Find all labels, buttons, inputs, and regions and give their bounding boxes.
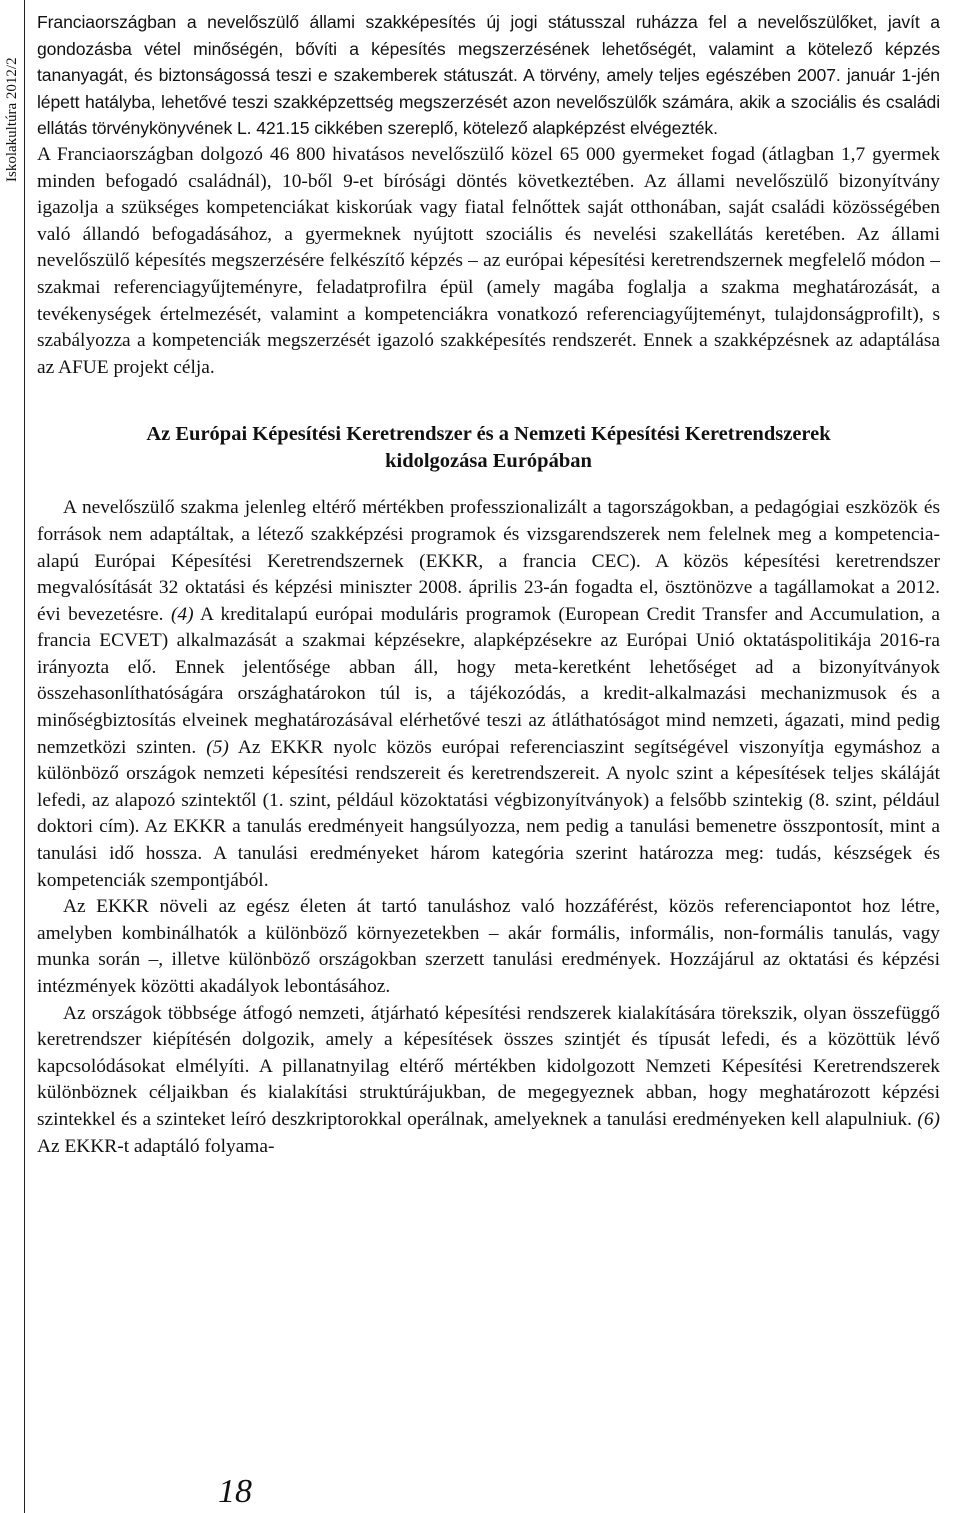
footnote-ref-5: (5) xyxy=(206,736,229,758)
paragraph-1-text-c: Az EKKR nyolc közös európai referenciaszint segítségével viszonyítja egymáshoz a különböző országok nemzeti képesítési rendszereit és keretrendszereit. A nyolc szint a képesítések teljes skáláját lefedi, az alapozó szintektől (1. szint, például közoktatási végbizonyítványok) a felsőbb szintekig (8. szint, például doktori cím). Az EKKR a tanulás eredményeit hangsúlyozza, nem pedig a tanulási bemenetre összpontosít, mint a tanulási idő hossza. A tanulási eredményeket három kategória szerint határozza meg: tudás, készségek és kompetenciák szempontjából. xyxy=(37,736,940,891)
intro-paragraph xyxy=(37,9,940,142)
section-heading-line-1: Az Európai Képesítési Keretrendszer és a Nemzeti Képesítési Keretrendszerek xyxy=(146,423,831,446)
running-head: Iskolakultúra 2012/2 xyxy=(4,57,20,182)
intro-paragraph-continued xyxy=(37,142,940,381)
body-paragraph-2 xyxy=(37,894,940,1000)
body-paragraph-3 xyxy=(37,1001,940,1161)
footnote-ref-4: (4) xyxy=(170,603,194,625)
footnote-ref-6: (6) xyxy=(917,1108,940,1130)
intro-text: A Franciaországban dolgozó 46 800 hivatásos nevelőszülő közel 65 000 gyermeket fogad (átlagban 1,7 gyermek minden befogadó családnál), 10-ből 9-et bírósági döntés következtében. Az állami nevelőszülő bizonyítvány igazolja a szükséges kompetenciákat kiskorúak vagy fiatal felnőttek saját otthonában, saját családi közösségében való állandó befogadásához, a gyermeknek nyújtott szociális és nevelési szakellátás keretében. Az állami nevelőszülő képesítés megszerzésére felkészítő képzés – az európai képesítési keretrendszernek megfelelő módon – szakmai referenciagyűjteményre, feladatprofilra épül (amely magába foglalja a szakma meghatározását, a tevékenységek értelmezését, valamint a kompetenciákra vonatkozó referenciagyűjteményt, tulajdonságprofilt), s szabályozza a kompetenciák megszerzését igazoló szakképesítés rendszerét. Ennek a szakképzésnek az adaptálása az AFUE projekt célja. xyxy=(37,143,940,378)
section-heading-line-2: kidolgozása Európában xyxy=(385,450,592,473)
margin-bar xyxy=(0,0,25,1513)
body-paragraph-1 xyxy=(37,495,940,894)
section-heading xyxy=(37,421,940,475)
paragraph-1-text-a: A nevelőszülő szakma jelenleg eltérő mértékben professzionalizált a tagországokban, a pedagógiai eszközök és források nem adaptáltak, a létező szakképzési programok és vizsgarendszerek nem felelnek meg a kompetencia-alapú Európai Képesítési Keretrendszernek (EKKR, a francia CEC). A közös képesítési keretrendszer megvalósítását 32 oktatási és képzési miniszter 2008. április 23-án fogadta el, ösztönözve a tagállamokat a 2012. évi bevezetésre. xyxy=(37,497,940,625)
intro-text-sans: Franciaországban a nevelőszülő állami szakképesítés új jogi státusszal ruházza fel a nevelőszülőket, javít a gondozásba vétel minőségén, bővíti a képesítés megszerzésének lehetőségét, valamint a kötelező képzés tananyagát, és biztonságossá teszi e szakemberek státuszát. A törvény, amely teljes egészében 2007. január 1-jén lépett hatályba, lehetővé teszi szakképzettség megszerzését azon nevelőszülők számára, akik a szociális és családi ellátás törvénykönyvének L. 421.15 cikkében szereplő, kötelező alapképzést elvégezték. xyxy=(37,12,940,139)
page-number: 18 xyxy=(218,1473,252,1510)
paragraph-3-text-b: Az EKKR-t adaptáló folyama- xyxy=(37,1135,275,1157)
paragraph-3-text-a: Az országok többsége átfogó nemzeti, átjárható képesítési rendszerek kialakítására törekszik, olyan összefüggő keretrendszer kiépítésén dolgozik, amely a képesítések összes szintjét és típusát lefedi, és a közöttük lévő kapcsolódásokat elmélyíti. A pillanatnyilag eltérő mértékben kidolgozott Nemzeti Képesítési Keretrendszerek különböznek céljaikban és kialakítási struktúrájukban, de megegyeznek abban, hogy meghatározott képzési szintekkel és a szinteket leíró deszkriptorokkal operálnak, amelyeknek a tanulási eredményeken kell alapulniuk. xyxy=(37,1002,940,1130)
article-body xyxy=(37,9,940,1160)
paragraph-1-text-b: A kreditalapú európai moduláris programok (European Credit Transfer and Accumulation, a francia ECVET) alkalmazását a szakmai képzésekre, alapképzésekre az Európai Unió oktatáspolitikája 2016-ra irányozta elő. Ennek jelentősége abban áll, hogy meta-keretként lehetőséget ad a bizonyítványok összehasonlíthatóságára országhatárokon túl is, a tájékozódás, a kredit-alkalmazási mechanizmusok és a minőségbiztosítás elveinek meghatározásával elérhetővé teszi az átláthatóságot mind nemzeti, ágazati, mind pedig nemzetközi szinten. xyxy=(37,603,940,758)
paragraph-2-text: Az EKKR növeli az egész életen át tartó tanuláshoz való hozzáférést, közös referenciapontot hoz létre, amelyben kombinálhatók a különböző környezetekben – akár formális, informális, non-formális tanulás, vagy munka során –, illetve különböző országokban szerzett tanulási eredmények. Hozzájárul az oktatási és képzési intézmények közötti akadályok lebontásához. xyxy=(37,896,940,997)
